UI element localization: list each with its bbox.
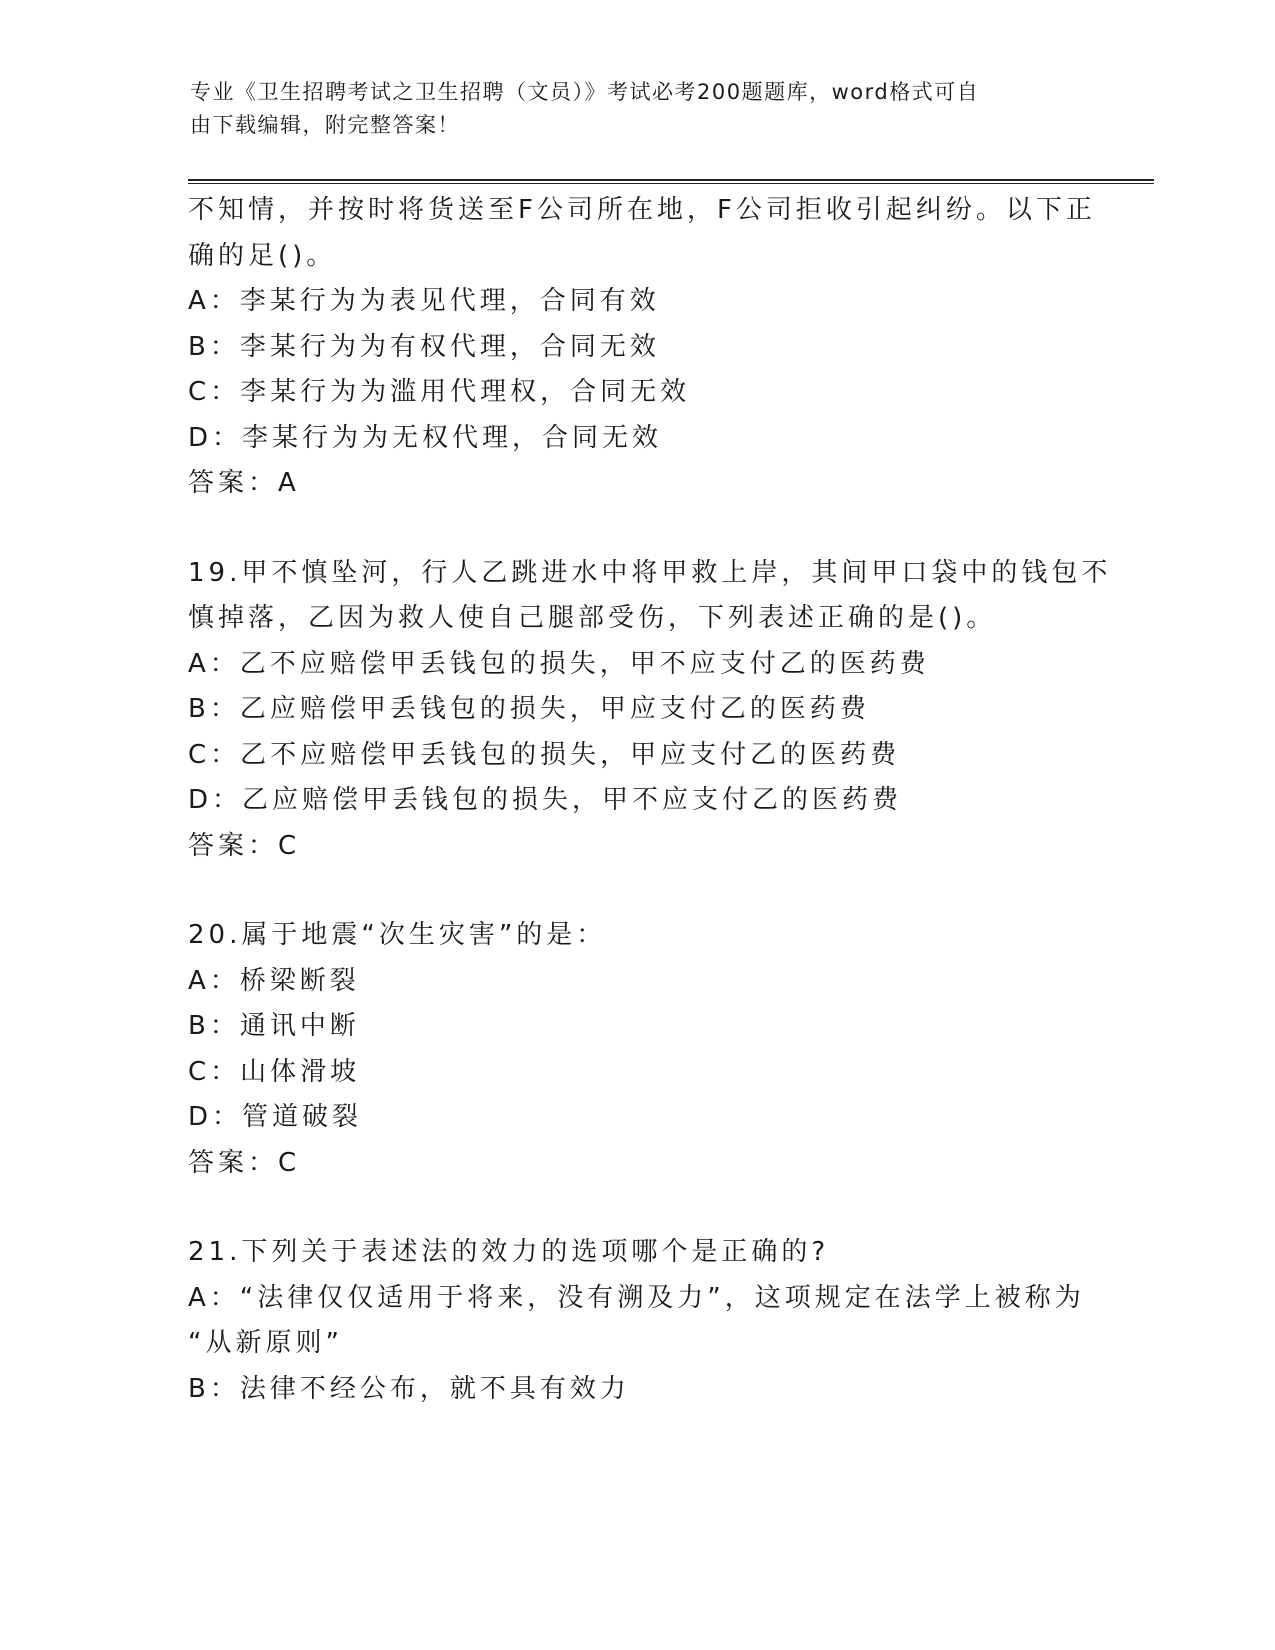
question-stem-line: 不知情，并按时将货送至F公司所在地，F公司拒收引起纠纷。以下正 bbox=[188, 195, 1096, 225]
answer-line: 答案：A bbox=[188, 468, 300, 498]
question-stem-line: 慎掉落，乙因为救人使自己腿部受伤，下列表述正确的是()。 bbox=[188, 603, 997, 633]
question-stem-line: 21.下列关于表述法的效力的选项哪个是正确的? bbox=[188, 1237, 830, 1267]
header-line-1: 专业《卫生招聘考试之卫生招聘（文员）》考试必考200题题库，word格式可自 bbox=[190, 80, 980, 104]
document-body bbox=[188, 188, 1112, 1412]
option-c: C：李某行为为滥用代理权，合同无效 bbox=[188, 377, 691, 407]
option-a: A：李某行为为表见代理，合同有效 bbox=[188, 286, 660, 316]
question-19 bbox=[188, 551, 1112, 870]
question-20 bbox=[188, 913, 1088, 1186]
question-stem-line: 确的足()。 bbox=[188, 240, 337, 271]
question-spacer bbox=[188, 507, 1088, 551]
option-a: A：乙不应赔偿甲丢钱包的损失，甲不应支付乙的医药费 bbox=[188, 648, 930, 679]
option-a-continued: “从新原则” bbox=[188, 1328, 343, 1358]
document-header bbox=[190, 76, 1070, 142]
question-18 bbox=[188, 188, 1096, 507]
answer-line: 答案：C bbox=[188, 830, 301, 861]
option-a: A：“法律仅仅适用于将来，没有溯及力”，这项规定在法学上被称为 bbox=[188, 1282, 1085, 1313]
option-c: C：山体滑坡 bbox=[188, 1056, 361, 1087]
question-stem-line: 20.属于地震“次生灾害”的是： bbox=[188, 920, 607, 950]
header-rule-thin bbox=[188, 183, 1154, 184]
option-b: B：法律不经公布，就不具有效力 bbox=[188, 1373, 630, 1404]
option-d: D：李某行为为无权代理，合同无效 bbox=[188, 422, 663, 453]
header-line-2: 由下载编辑，附完整答案！ bbox=[190, 113, 460, 137]
option-c: C：乙不应赔偿甲丢钱包的损失，甲应支付乙的医药费 bbox=[188, 739, 901, 770]
answer-line: 答案：C bbox=[188, 1147, 301, 1178]
question-stem-line: 19.甲不慎坠河，行人乙跳进水中将甲救上岸，其间甲口袋中的钱包不 bbox=[188, 557, 1112, 588]
option-b: B：乙应赔偿甲丢钱包的损失，甲应支付乙的医药费 bbox=[188, 694, 870, 724]
option-b: B：通讯中断 bbox=[188, 1011, 360, 1041]
option-a: A：桥梁断裂 bbox=[188, 965, 360, 996]
option-d: D：管道破裂 bbox=[188, 1102, 363, 1132]
question-spacer bbox=[188, 1186, 1088, 1230]
question-spacer bbox=[188, 869, 1088, 913]
option-b: B：李某行为为有权代理，合同无效 bbox=[188, 331, 660, 362]
header-rule-thick bbox=[188, 179, 1154, 181]
question-21 bbox=[188, 1230, 1088, 1412]
option-d: D：乙应赔偿甲丢钱包的损失，甲不应支付乙的医药费 bbox=[188, 785, 903, 815]
